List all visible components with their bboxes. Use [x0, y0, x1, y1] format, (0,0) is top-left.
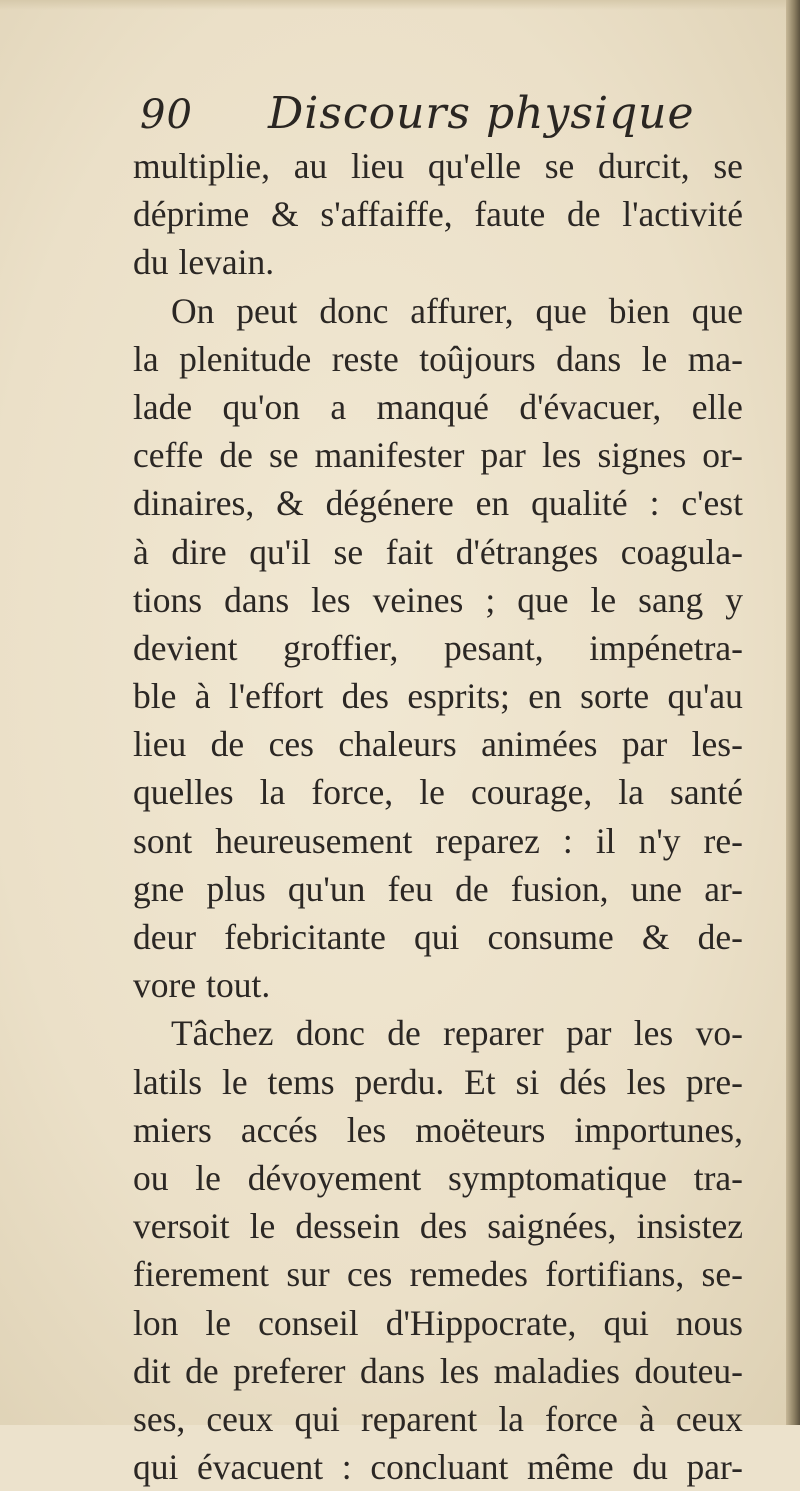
- text-line: [133, 672, 743, 720]
- text-word: ou: [133, 1157, 169, 1198]
- text-line: [133, 817, 743, 865]
- text-word: &: [271, 194, 299, 235]
- text-word: fusion,: [510, 868, 609, 909]
- text-word: symptomatique: [448, 1157, 667, 1198]
- text-word: or-: [702, 435, 743, 476]
- text-word: qui: [603, 1302, 649, 1343]
- text-word: fierement: [133, 1254, 270, 1295]
- text-word: qui: [133, 1447, 179, 1488]
- text-word: a: [330, 386, 347, 427]
- text-word: moëteurs: [415, 1109, 546, 1150]
- text-word: donc: [295, 1013, 365, 1054]
- text-word: peut: [236, 290, 298, 331]
- text-word: les: [541, 435, 582, 476]
- text-word: :: [562, 820, 573, 861]
- text-word: le: [221, 1061, 248, 1102]
- text-word: dévoyement: [247, 1157, 422, 1198]
- text-word: reparer: [443, 1013, 544, 1054]
- text-word: ceux: [206, 1398, 274, 1439]
- text-word: se: [268, 435, 299, 476]
- text-word: santé: [670, 772, 743, 813]
- text-line: [133, 624, 743, 672]
- text-word: animées: [481, 724, 598, 765]
- text-word: qui: [414, 917, 460, 957]
- text-word: les: [311, 579, 351, 620]
- text-word: lon: [133, 1302, 179, 1343]
- text-word: Et: [464, 1061, 496, 1102]
- text-word: manifester: [314, 435, 465, 476]
- text-word: plenitude: [179, 338, 312, 379]
- text-word: fait: [385, 531, 434, 572]
- text-line: [133, 142, 743, 190]
- text-word: de: [567, 194, 601, 235]
- text-word: ces: [268, 724, 314, 765]
- text-line: [133, 335, 743, 383]
- text-word: ;: [485, 579, 496, 620]
- text-line: [133, 238, 743, 286]
- text-word: toûjours: [419, 338, 536, 379]
- text-line: [133, 287, 743, 335]
- text-word: au: [293, 146, 328, 186]
- text-word: de: [387, 1013, 421, 1054]
- text-word: de: [455, 868, 489, 909]
- text-word: la: [133, 338, 159, 379]
- text-line: [133, 1154, 743, 1202]
- text-word: esprits;: [407, 676, 510, 717]
- text-word: affurer,: [410, 290, 514, 331]
- text-word: concluant: [370, 1447, 509, 1488]
- text-word: remedes: [409, 1254, 528, 1295]
- text-word: se: [544, 146, 575, 186]
- text-line: [133, 528, 743, 576]
- text-word: donc: [319, 290, 389, 331]
- text-word: dessein: [295, 1206, 400, 1247]
- text-word: se: [333, 531, 364, 572]
- text-word: l'activité: [622, 194, 743, 235]
- text-word: n'y: [638, 820, 681, 861]
- text-line: [133, 1106, 743, 1154]
- text-word: gne: [133, 868, 185, 909]
- text-word: dans: [556, 338, 622, 379]
- text-word: miers: [133, 1109, 212, 1150]
- text-word: reparez: [435, 820, 540, 861]
- text-word: en: [475, 483, 510, 524]
- text-word: pesant,: [444, 627, 544, 668]
- text-word: dire: [171, 531, 227, 572]
- text-word: que: [535, 290, 587, 331]
- text-word: l'effort: [228, 676, 324, 717]
- text-word: latils: [133, 1061, 203, 1102]
- text-word: qui: [294, 1398, 340, 1439]
- text-word: la: [259, 772, 286, 813]
- text-word: heureusement: [215, 820, 413, 861]
- text-word: faute: [474, 194, 546, 235]
- text-word: durcit,: [597, 146, 690, 186]
- text-word: à: [133, 531, 149, 572]
- text-word: :: [341, 1447, 352, 1488]
- running-head: Discours physique: [268, 88, 695, 139]
- text-word: ceffe: [133, 435, 204, 476]
- text-word: les: [439, 1350, 480, 1391]
- body-text: [133, 142, 743, 1491]
- text-word: le: [641, 338, 668, 379]
- text-word: d'Hippocrate,: [385, 1302, 577, 1343]
- text-word: bien: [608, 290, 670, 331]
- text-word: dans: [224, 579, 290, 620]
- text-word: elle: [691, 386, 743, 427]
- text-word: nous: [675, 1302, 743, 1343]
- text-word: se: [713, 146, 743, 186]
- text-line: [133, 1347, 743, 1395]
- text-word: ceux: [675, 1398, 743, 1439]
- text-word: insistez: [636, 1206, 743, 1247]
- text-word: le: [205, 1302, 232, 1343]
- text-word: du: [133, 242, 169, 283]
- text-word: la: [618, 772, 644, 813]
- text-word: levain.: [178, 242, 275, 283]
- text-word: à: [639, 1398, 655, 1439]
- text-line: [133, 190, 743, 238]
- text-word: si: [515, 1061, 540, 1102]
- text-line: [133, 479, 743, 527]
- text-line: [133, 1009, 743, 1057]
- text-word: douteu-: [634, 1350, 743, 1391]
- text-word: de: [219, 435, 253, 476]
- text-line: [133, 768, 743, 816]
- text-word: s'affaiffe,: [320, 194, 453, 235]
- text-word: force: [545, 1398, 618, 1439]
- text-word: impénetra-: [589, 627, 743, 668]
- text-word: reparent: [360, 1398, 478, 1439]
- text-line: [133, 1299, 743, 1347]
- text-word: coagula-: [620, 531, 743, 572]
- text-word: des: [419, 1206, 468, 1247]
- text-word: tout.: [206, 965, 271, 1006]
- text-word: &: [641, 917, 670, 957]
- text-word: accés: [240, 1109, 318, 1150]
- text-word: le: [195, 1157, 221, 1198]
- text-word: perdu.: [354, 1061, 445, 1102]
- text-word: vo-: [695, 1013, 743, 1054]
- text-word: dans: [360, 1350, 426, 1391]
- text-word: de: [185, 1350, 219, 1391]
- text-word: sur: [286, 1254, 330, 1295]
- text-word: qu'elle: [427, 146, 522, 186]
- text-word: en: [528, 676, 562, 717]
- text-word: pre-: [685, 1061, 743, 1102]
- text-word: déprime: [133, 194, 250, 235]
- text-word: ses,: [133, 1398, 186, 1439]
- text-word: dés: [559, 1061, 607, 1102]
- text-word: tions: [133, 579, 203, 620]
- text-word: ces: [347, 1254, 393, 1295]
- text-word: sang: [638, 579, 704, 620]
- text-word: par-: [686, 1447, 743, 1488]
- text-word: importunes,: [574, 1109, 743, 1150]
- text-word: qu'il: [249, 531, 311, 572]
- text-word: que: [691, 290, 743, 331]
- text-word: dit: [133, 1350, 171, 1391]
- text-word: ble: [133, 676, 177, 717]
- text-word: vore: [133, 965, 197, 1006]
- text-word: courage,: [470, 772, 593, 813]
- text-word: y: [725, 579, 743, 620]
- text-word: ar-: [704, 868, 743, 909]
- text-word: la: [498, 1398, 524, 1439]
- text-word: Tâchez: [171, 1013, 274, 1054]
- text-word: versoit: [133, 1206, 230, 1247]
- text-word: de-: [697, 917, 743, 957]
- text-word: maladies: [493, 1350, 620, 1391]
- text-word: manqué: [376, 386, 489, 427]
- text-word: du: [632, 1447, 668, 1488]
- text-word: qu'au: [667, 676, 743, 717]
- text-line: [133, 1250, 743, 1298]
- text-line: [133, 1395, 743, 1443]
- text-word: &: [276, 483, 304, 524]
- page-binding-edge: [786, 0, 800, 1425]
- text-line: [133, 1443, 743, 1491]
- text-word: qualité: [531, 483, 628, 524]
- text-word: lieu: [133, 724, 187, 765]
- text-line: [133, 865, 743, 913]
- page-top-edge: [0, 0, 800, 10]
- text-line: [133, 431, 743, 479]
- text-word: On: [171, 290, 215, 331]
- text-word: des: [341, 676, 389, 717]
- text-word: se-: [701, 1254, 743, 1295]
- text-word: lieu: [350, 146, 405, 186]
- text-line: [133, 383, 743, 431]
- text-word: reste: [331, 338, 399, 379]
- text-word: dégénere: [325, 483, 454, 524]
- text-word: sorte: [580, 676, 650, 717]
- text-word: par: [566, 1013, 612, 1054]
- text-word: évacuent: [197, 1447, 324, 1488]
- text-word: sont: [133, 820, 193, 861]
- text-word: :: [649, 483, 660, 524]
- text-word: les: [633, 1013, 674, 1054]
- text-word: force,: [311, 772, 394, 813]
- text-word: deur: [133, 917, 197, 957]
- text-word: chaleurs: [338, 724, 457, 765]
- text-word: febricitante: [224, 917, 386, 957]
- text-word: preferer: [233, 1350, 346, 1391]
- text-word: tra-: [693, 1157, 743, 1198]
- text-word: groffier,: [283, 627, 399, 668]
- text-line: [133, 1202, 743, 1250]
- text-word: signes: [597, 435, 687, 476]
- text-word: qu'un: [287, 868, 366, 909]
- text-word: dinaires,: [133, 483, 255, 524]
- text-word: re-: [703, 820, 743, 861]
- text-word: lade: [133, 386, 193, 427]
- text-word: quelles: [133, 772, 234, 813]
- text-word: à: [194, 676, 211, 717]
- text-word: les: [346, 1109, 387, 1150]
- text-line: [133, 961, 743, 1009]
- text-word: par: [621, 724, 668, 765]
- text-line: [133, 1058, 743, 1106]
- text-word: ma-: [687, 338, 743, 379]
- text-word: une: [630, 868, 683, 909]
- text-line: [133, 576, 743, 624]
- text-word: fortifians,: [545, 1254, 685, 1295]
- text-word: il: [595, 820, 616, 861]
- text-word: tems: [267, 1061, 335, 1102]
- text-word: plus: [206, 868, 266, 909]
- text-word: les-: [691, 724, 743, 765]
- text-word: multiplie,: [133, 146, 271, 186]
- text-word: même: [526, 1447, 614, 1488]
- text-word: saignées,: [487, 1206, 617, 1247]
- text-line: [133, 720, 743, 768]
- text-word: de: [210, 724, 245, 765]
- text-word: consume: [487, 917, 614, 957]
- text-word: veines: [372, 579, 464, 620]
- text-line: [133, 913, 743, 961]
- text-word: devient: [133, 627, 238, 668]
- text-word: le: [419, 772, 445, 813]
- text-word: le: [249, 1206, 276, 1247]
- text-word: que: [517, 579, 569, 620]
- text-word: les: [626, 1061, 666, 1102]
- text-word: feu: [387, 868, 433, 909]
- text-word: d'étranges: [455, 531, 599, 572]
- text-word: c'est: [681, 483, 743, 524]
- text-word: conseil: [258, 1302, 359, 1343]
- text-word: d'évacuer,: [519, 386, 662, 427]
- text-word: qu'on: [222, 386, 300, 427]
- page-number: 90: [140, 92, 193, 138]
- text-word: par: [480, 435, 526, 476]
- text-word: le: [590, 579, 617, 620]
